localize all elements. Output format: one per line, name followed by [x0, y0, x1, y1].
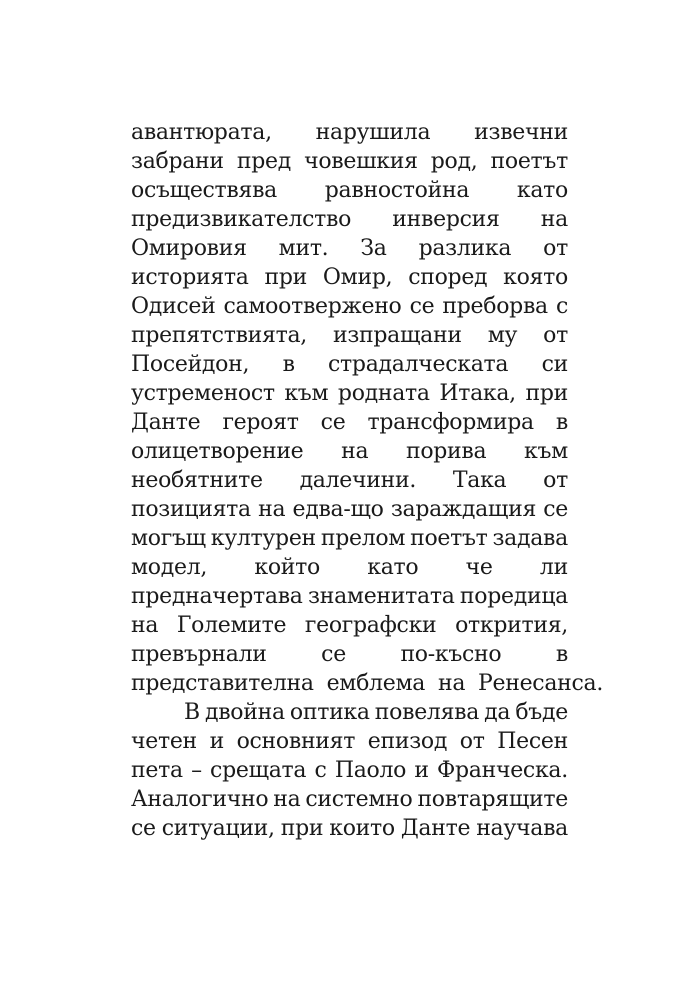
text-line [131, 379, 568, 408]
word: едва-що [292, 497, 384, 522]
text-line [131, 408, 568, 437]
word: Данте [131, 410, 201, 435]
text-line [131, 756, 568, 785]
word: се [543, 497, 568, 522]
word: от [543, 323, 568, 348]
word: при [264, 265, 308, 290]
word: трансформира [367, 410, 534, 435]
word: Аналогично [131, 787, 269, 812]
text-line [131, 263, 568, 292]
text-line [131, 292, 568, 321]
text-line [131, 727, 568, 756]
word: поетът [410, 526, 488, 551]
word: от [459, 729, 485, 754]
word: в [555, 410, 568, 435]
word: пред [236, 149, 292, 174]
word: – [191, 758, 202, 783]
word: и [414, 758, 429, 783]
word: Големите [176, 613, 287, 638]
word: превърнали [131, 642, 267, 667]
word: се [409, 294, 435, 319]
word: системно [305, 787, 413, 812]
word: предизвикателство [131, 207, 352, 232]
word: според [408, 265, 488, 290]
word: на [273, 787, 301, 812]
word: Итака, [439, 381, 516, 406]
word: че [465, 555, 493, 580]
word: в [555, 642, 568, 667]
word: бъде [515, 700, 568, 725]
word: зараждащия [390, 497, 537, 522]
word: от [543, 236, 568, 261]
word: културен [210, 526, 316, 551]
word: осъществява [131, 178, 277, 203]
text-line-paragraph-start [131, 698, 568, 727]
word: Посейдон, [131, 352, 250, 377]
word: Омировия [131, 236, 247, 261]
word: пета [131, 758, 183, 783]
text-line [131, 466, 568, 495]
text-line [131, 437, 568, 466]
word: ли [539, 555, 568, 580]
word: модел, [131, 555, 208, 580]
text-line [131, 147, 568, 176]
word: мит. [278, 236, 329, 261]
word: който [254, 555, 320, 580]
word: далечини. [299, 468, 417, 493]
word: двойна [204, 700, 285, 725]
word: Омир, [322, 265, 393, 290]
text-line [131, 350, 568, 379]
text-line [131, 234, 568, 263]
word: разлика [418, 236, 512, 261]
word: Франческа. [437, 758, 568, 783]
word: самоотвержено [223, 294, 402, 319]
word: В [184, 700, 200, 725]
word: родната [337, 381, 430, 406]
word: героят [222, 410, 299, 435]
word: на [131, 613, 159, 638]
word: да [484, 700, 511, 725]
word: оптика [289, 700, 370, 725]
text-line [131, 640, 568, 669]
word: авантюрата, [131, 120, 272, 145]
body-text [131, 118, 604, 843]
word: на [258, 497, 286, 522]
word: като [516, 178, 568, 203]
word: и [209, 729, 224, 754]
word: се [320, 410, 346, 435]
text-line [131, 814, 568, 843]
word: с [314, 758, 327, 783]
word: преборва [442, 294, 548, 319]
word: му [487, 323, 518, 348]
word: Песен [497, 729, 568, 754]
word: се [131, 816, 156, 841]
word: необятните [131, 468, 263, 493]
word: предначертава [131, 584, 303, 609]
text-line [131, 176, 568, 205]
word: страдалческата [328, 352, 509, 377]
word: устременост [131, 381, 275, 406]
word: научава [476, 816, 568, 841]
word: като [367, 555, 419, 580]
word: историята [131, 265, 249, 290]
word: позицията [131, 497, 251, 522]
word: които [329, 816, 395, 841]
word: олицетворение [131, 439, 304, 464]
text-line [131, 118, 568, 147]
word: повелява [374, 700, 480, 725]
word: За [360, 236, 387, 261]
word: която [503, 265, 568, 290]
text-line [131, 611, 568, 640]
word: могъщ [131, 526, 206, 551]
word: Така [452, 468, 507, 493]
word: срещата [210, 758, 307, 783]
text-line [131, 553, 568, 582]
word: Данте [400, 816, 471, 841]
word: се [321, 642, 346, 667]
word: род, [430, 149, 478, 174]
word: открития, [455, 613, 568, 638]
word: към [284, 381, 329, 406]
word: знаменитата [308, 584, 455, 609]
word: задава [492, 526, 568, 551]
word: представителна [131, 671, 314, 696]
word: към [524, 439, 568, 464]
text-line [131, 582, 568, 611]
word: Паоло [334, 758, 407, 783]
word: от [543, 468, 568, 493]
word: ситуации, [161, 816, 275, 841]
word: при [280, 816, 324, 841]
word: епизод [367, 729, 448, 754]
word: поетът [490, 149, 568, 174]
word: човешкия [304, 149, 418, 174]
text-line [131, 205, 568, 234]
word: прелом [320, 526, 406, 551]
word: нарушила [315, 120, 431, 145]
word: на [540, 207, 568, 232]
word: географски [304, 613, 437, 638]
word: по-късно [400, 642, 502, 667]
word: на [437, 671, 466, 696]
word: Ренесанса. [478, 671, 604, 696]
word: основният [236, 729, 356, 754]
word: забрани [131, 149, 224, 174]
text-line [131, 785, 568, 814]
text-line [131, 495, 568, 524]
word: изпращани [332, 323, 462, 348]
word: си [541, 352, 568, 377]
word: четен [131, 729, 197, 754]
word: емблема [326, 671, 426, 696]
word: Одисей [131, 294, 216, 319]
word: извечни [474, 120, 568, 145]
word: в [282, 352, 295, 377]
word: поредица [459, 584, 568, 609]
word: повтарящите [417, 787, 568, 812]
word: равностойна [324, 178, 470, 203]
word: при [525, 381, 568, 406]
word: препятствията, [131, 323, 307, 348]
word: инверсия [392, 207, 500, 232]
text-line [131, 321, 568, 350]
text-line-paragraph-end [131, 669, 604, 698]
word: с [555, 294, 568, 319]
text-line [131, 524, 568, 553]
word: порива [405, 439, 487, 464]
word: на [341, 439, 369, 464]
